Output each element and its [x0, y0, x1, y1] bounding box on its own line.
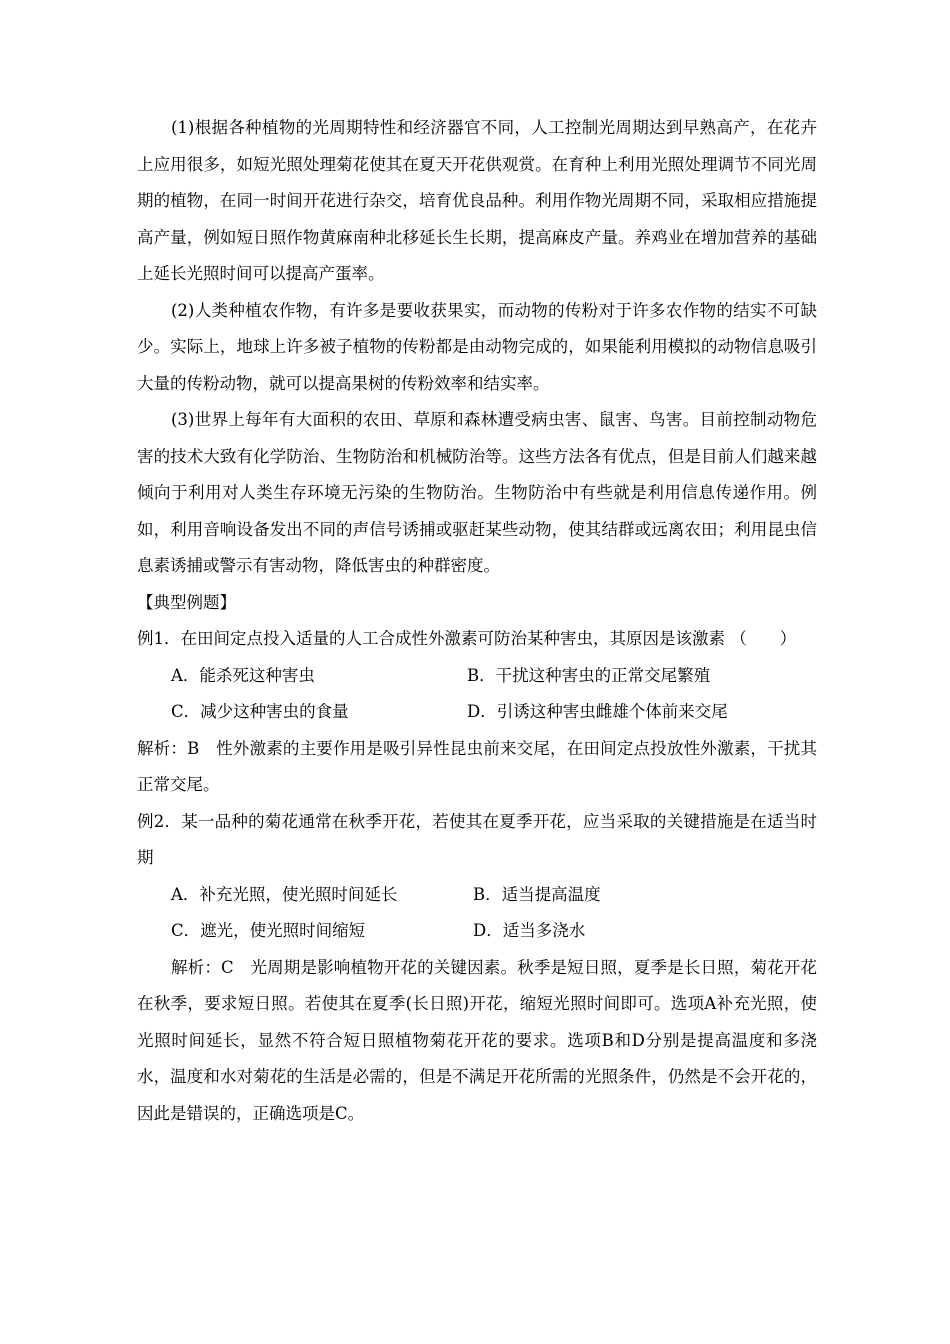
document-page [137, 110, 817, 1132]
paragraph-pollination: (2)人类种植农作物，有许多是要收获果实，而动物的传粉对于许多农作物的结实不可缺少。实际上，地球上许多被子植物的传粉都是由动物完成的，如果能利用模拟的动物信息吸引大量的传粉动物，就可以提高果树的传粉效率和结实率。 [137, 300, 817, 393]
paragraph-pest-control: (3)世界上每年有大面积的农田、草原和森林遭受病虫害、鼠害、鸟害。目前控制动物危害的技术大致有化学防治、生物防治和机械防治等。这些方法各有优点，但是目前人们越来越倾向于利用对人类生存环境无污染的生物防治。生物防治中有些就是利用信息传递作用。例如，利用音响设备发出不同的声信号诱捕或驱赶某些动物，使其结群或远离农田；利用昆虫信息素诱捕或警示有害动物，降低害虫的种群密度。 [137, 410, 817, 575]
example-1-option-c: C．减少这种害虫的食量 [171, 702, 349, 721]
example-1 [137, 621, 817, 804]
example-2-option-a: A．补充光照，使光照时间延长 [171, 884, 398, 904]
example-2-option-b: B．适当提高温度 [473, 884, 601, 904]
example-2-options [137, 877, 817, 950]
example-1-option-d: D．引诱这种害虫雌雄个体前来交尾 [467, 702, 728, 721]
example-2-option-d: D．适当多浇水 [473, 921, 586, 940]
example-2-option-c: C．遮光，使光照时间缩短 [171, 921, 366, 940]
example-2-analysis: 解析：C 光周期是影响植物开花的关键因素。秋季是短日照，夏季是长日照，菊花开花在秋季，要求短日照。若使其在夏季(长日照)开花，缩短光照时间即可。选项A补充光照，使光照时间延长，显然不符合短日照植物菊花开花的要求。选项B和D分别是提高温度和多浇水，温度和水对菊花的生活是必需的，但是不满足开花所需的光照条件，仍然是不会开花的，因此是错误的，正确选项是C。 [137, 957, 817, 1123]
paragraph-photoperiod: (1)根据各种植物的光周期特性和经济器官不同，人工控制光周期达到早熟高产，在花卉上应用很多，如短光照处理菊花使其在夏天开花供观赏。在育种上利用光照处理调节不同光周期的植物，在同一时间开花进行杂交，培育优良品种。利用作物光周期不同，采取相应措施提高产量，例如短日照作物黄麻南种北移延长生长期，提高麻皮产量。养鸡业在增加营养的基础上延长光照时间可以提高产蛋率。 [137, 118, 817, 283]
example-1-analysis: 解析：B 性外激素的主要作用是吸引异性昆虫前来交尾，在田间定点投放性外激素，干扰其正常交尾。 [137, 738, 817, 794]
example-2-question: 例2．某一品种的菊花通常在秋季开花，若使其在夏季开花，应当采取的关键措施是在适当时期 [137, 811, 817, 867]
section-heading: 【典型例题】 [137, 592, 236, 612]
example-2 [137, 804, 817, 1133]
example-1-option-a: A．能杀死这种害虫 [171, 665, 315, 685]
example-1-options [137, 658, 817, 731]
example-1-option-b: B．干扰这种害虫的正常交尾繁殖 [467, 665, 711, 685]
example-1-question: 例1．在田间定点投入适量的人工合成性外激素可防治某种害虫，其原因是该激素 （ ） [137, 629, 797, 648]
